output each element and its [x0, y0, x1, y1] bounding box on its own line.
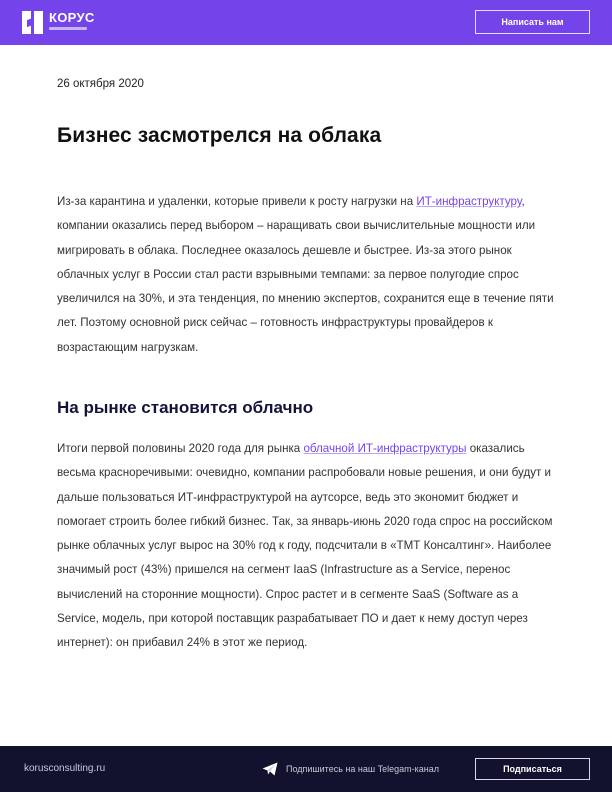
section-heading: На рынке становится облачно	[57, 398, 314, 417]
it-infrastructure-link[interactable]: ИТ-инфраструктуру	[416, 195, 522, 208]
write-to-us-button[interactable]: Написать нам	[475, 10, 590, 34]
article-title: Бизнес засмотрелся на облака	[57, 124, 382, 147]
telegram-subscribe-text: Подпишитесь на наш Telegam-канал	[286, 764, 439, 774]
intro-text-start: Из-за карантина и удаленки, которые привели к росту нагрузки на	[57, 195, 417, 208]
intro-text-end: , компании оказались перед выбором – наращивать свои вычислительные мощности или мигрировать в облака. Последнее оказалось дешевле и быстрее. Из-за этого рынок облачных услуг в России стал расти взрывными темпами: за первое полугодие спрос увеличился на 30%, и эта тенденция, по мнению экспертов, сохранится еще в течение пяти лет. Поэтому основной риск сейчас – готовность инфраструктуры провайдеров к возрастающим нагрузкам.	[57, 195, 554, 354]
subscribe-button[interactable]: Подписаться	[475, 758, 590, 780]
logo-subtitle	[49, 27, 87, 30]
logo-text	[49, 11, 95, 30]
footer	[0, 746, 612, 792]
korus-logo[interactable]	[22, 11, 95, 34]
cloud-it-infrastructure-link[interactable]: облачной ИТ-инфраструктуры	[303, 442, 467, 455]
logo-name: КОРУС	[49, 10, 95, 25]
korus-logo-icon	[22, 11, 43, 34]
article-date: 26 октября 2020	[57, 78, 144, 90]
site-link[interactable]: korusconsulting.ru	[24, 763, 106, 774]
market-text-end: оказались весьма красноречивыми: очевидно, компании распробовали новые решения, и они будут и дальше пользоваться ИТ-инфраструктурой на аутсорсе, ведь это экономит бюджет и помогает строить более гибкий бизнес. Так, за январь-июнь 2020 года спрос на российском рынке облачных услуг вырос на 30% год к году, подсчитали в «ТМТ Консалтинг». Наиболее значимый рост (43%) пришелся на сегмент IaaS (Infrastructure as a Service, перенос вычислений на сторонние мощности). Спрос растет и в сегменте SaaS (Software as a Service, модель, при которой поставщик разрабатывает ПО и дает к нему доступ через интернет): он прибавил 24% в этот же период.	[57, 442, 553, 650]
intro-paragraph	[57, 190, 557, 360]
top-header	[0, 0, 612, 45]
telegram-paper-plane-icon[interactable]	[262, 762, 278, 776]
market-paragraph	[57, 437, 557, 656]
market-text-start: Итоги первой половины 2020 года для рынка	[57, 442, 304, 455]
